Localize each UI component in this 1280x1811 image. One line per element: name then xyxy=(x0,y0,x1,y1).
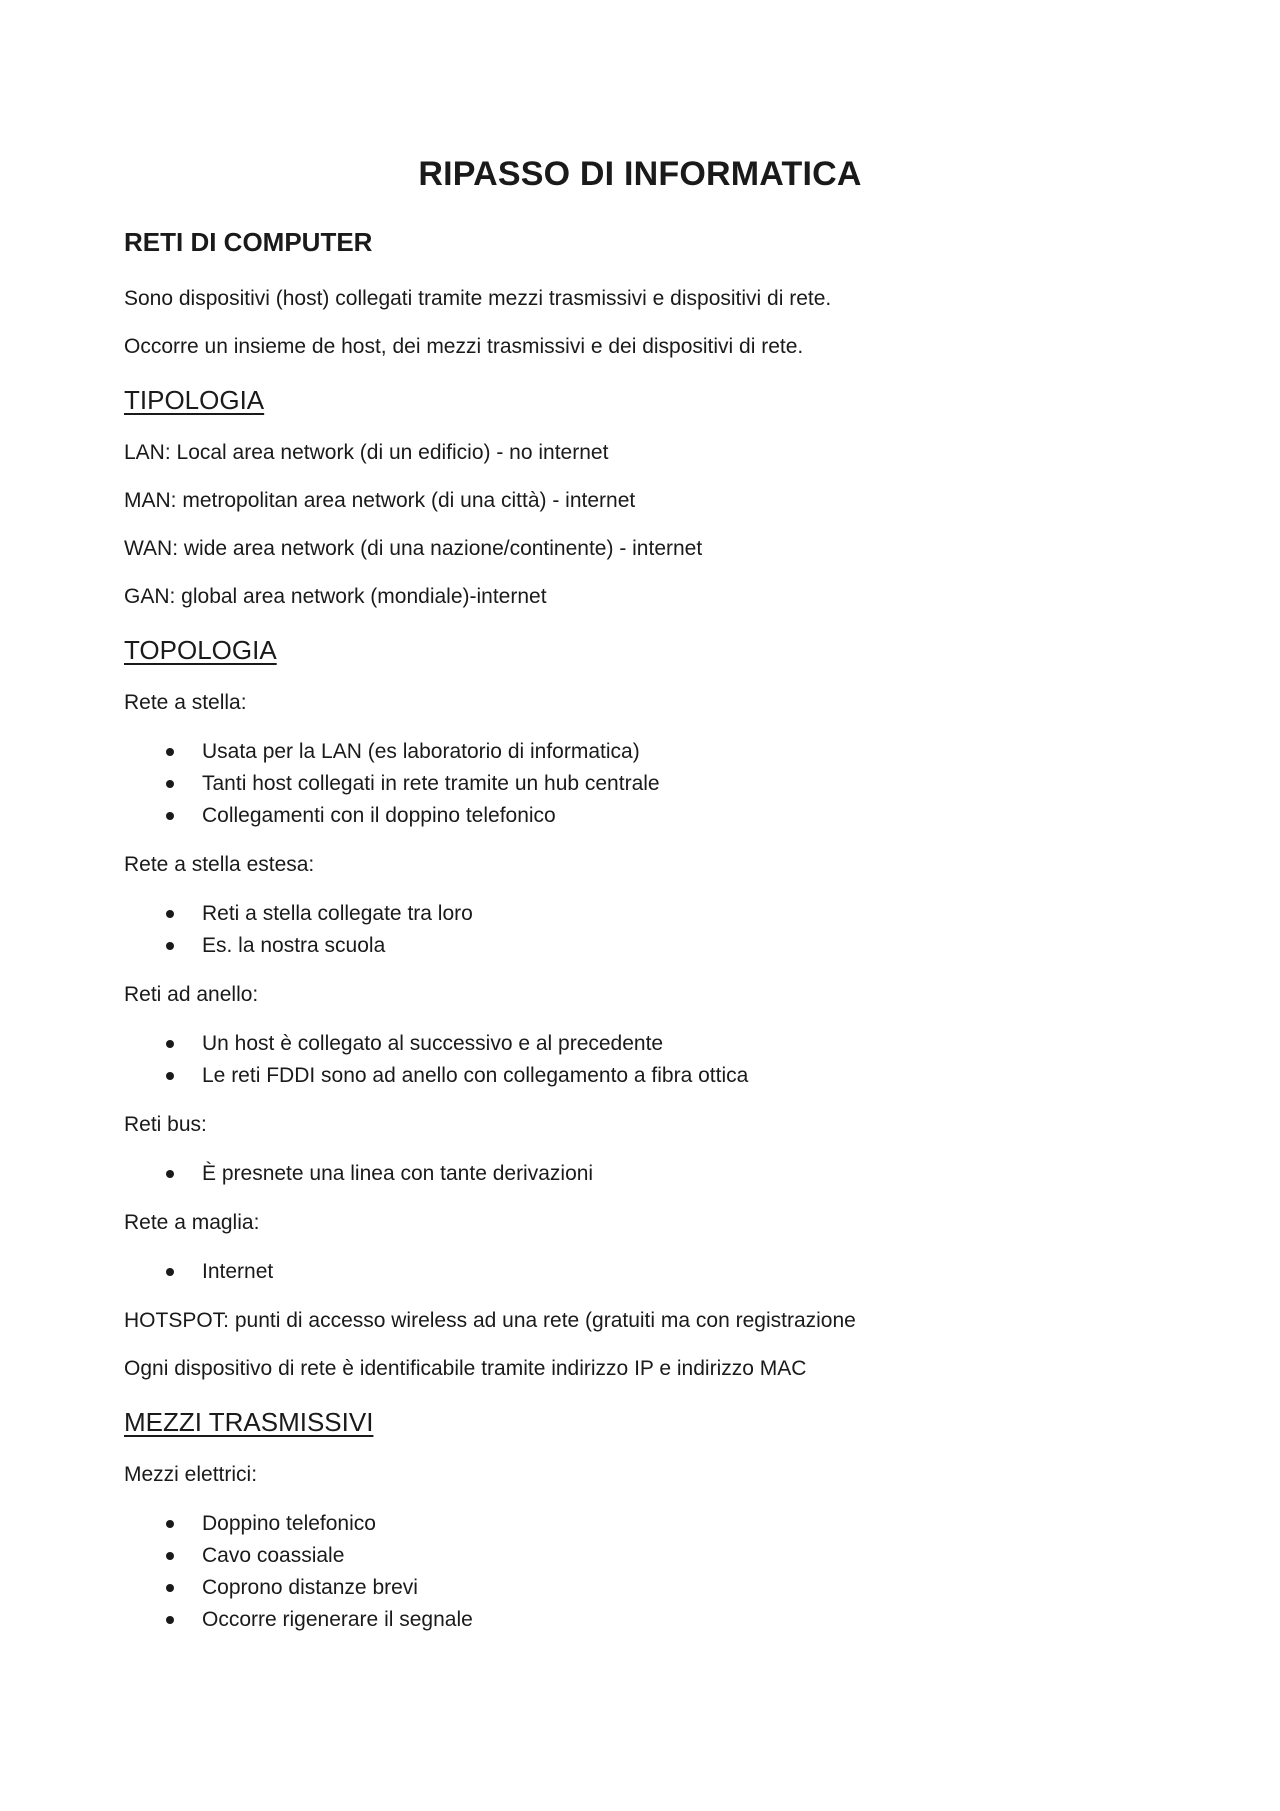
list-item-text: È presnete una linea con tante derivazioni xyxy=(202,1162,594,1185)
bullet-icon xyxy=(166,1520,174,1528)
list-item xyxy=(124,1028,1164,1060)
list-item xyxy=(124,930,1164,962)
list-item-text: Reti a stella collegate tra loro xyxy=(202,902,473,925)
bullet-icon xyxy=(166,1170,174,1178)
topology-label-maglia: Rete a maglia: xyxy=(124,1211,260,1234)
tipologia-line: LAN: Local area network (di un edificio) - no internet xyxy=(124,441,609,464)
bullet-list-stella-estesa xyxy=(124,898,1164,962)
bullet-list-bus xyxy=(124,1158,1164,1190)
bullet-icon xyxy=(166,780,174,788)
list-item xyxy=(124,1256,1164,1288)
hotspot-line: HOTSPOT: punti di accesso wireless ad una rete (gratuiti ma con registrazione xyxy=(124,1309,856,1332)
bullet-icon xyxy=(166,1616,174,1624)
topology-label-anello: Reti ad anello: xyxy=(124,983,259,1006)
list-item xyxy=(124,736,1164,768)
list-item-text: Doppino telefonico xyxy=(202,1512,376,1535)
list-item-text: Internet xyxy=(202,1260,274,1283)
list-item-text: Es. la nostra scuola xyxy=(202,934,386,957)
list-item xyxy=(124,1540,1164,1572)
list-item xyxy=(124,768,1164,800)
bullet-list-maglia xyxy=(124,1256,1164,1288)
topology-label-stella-estesa: Rete a stella estesa: xyxy=(124,853,315,876)
bullet-icon xyxy=(166,1268,174,1276)
document-title: RIPASSO DI INFORMATICA xyxy=(418,155,862,193)
bullet-icon xyxy=(166,942,174,950)
list-item-text: Le reti FDDI sono ad anello con collegamento a fibra ottica xyxy=(202,1064,749,1087)
bullet-icon xyxy=(166,1552,174,1560)
section-heading-reti: RETI DI COMPUTER xyxy=(124,227,373,257)
list-item xyxy=(124,800,1164,832)
bullet-icon xyxy=(166,1040,174,1048)
paragraph: Sono dispositivi (host) collegati tramite mezzi trasmissivi e dispositivi di rete. xyxy=(124,287,832,310)
section-heading-topologia: TOPOLOGIA xyxy=(124,635,277,665)
list-item xyxy=(124,1508,1164,1540)
topology-label-stella: Rete a stella: xyxy=(124,691,247,714)
list-item-text: Coprono distanze brevi xyxy=(202,1576,418,1599)
bullet-icon xyxy=(166,1072,174,1080)
list-item xyxy=(124,1604,1164,1636)
identification-line: Ogni dispositivo di rete è identificabile tramite indirizzo IP e indirizzo MAC xyxy=(124,1357,807,1380)
list-item-text: Un host è collegato al successivo e al precedente xyxy=(202,1032,664,1055)
list-item xyxy=(124,898,1164,930)
bullet-icon xyxy=(166,748,174,756)
bullet-list-stella xyxy=(124,736,1164,832)
bullet-list-elettrici xyxy=(124,1508,1164,1636)
bullet-list-anello xyxy=(124,1028,1164,1092)
list-item xyxy=(124,1060,1164,1092)
list-item-text: Tanti host collegati in rete tramite un hub centrale xyxy=(202,772,660,795)
tipologia-line: GAN: global area network (mondiale)-internet xyxy=(124,585,547,608)
list-item-text: Occorre rigenerare il segnale xyxy=(202,1608,473,1631)
list-item-text: Cavo coassiale xyxy=(202,1544,345,1567)
bullet-icon xyxy=(166,1584,174,1592)
tipologia-line: MAN: metropolitan area network (di una città) - internet xyxy=(124,489,636,512)
mezzi-label-elettrici: Mezzi elettrici: xyxy=(124,1463,258,1486)
list-item xyxy=(124,1158,1164,1190)
section-heading-mezzi: MEZZI TRASMISSIVI xyxy=(124,1407,374,1437)
document-body xyxy=(124,222,1164,1654)
list-item xyxy=(124,1572,1164,1604)
list-item-text: Collegamenti con il doppino telefonico xyxy=(202,804,556,827)
section-heading-tipologia: TIPOLOGIA xyxy=(124,385,265,415)
paragraph: Occorre un insieme de host, dei mezzi trasmissivi e dei dispositivi di rete. xyxy=(124,335,804,358)
bullet-icon xyxy=(166,910,174,918)
bullet-icon xyxy=(166,812,174,820)
topology-label-bus: Reti bus: xyxy=(124,1113,207,1136)
tipologia-line: WAN: wide area network (di una nazione/continente) - internet xyxy=(124,537,703,560)
list-item-text: Usata per la LAN (es laboratorio di informatica) xyxy=(202,740,640,763)
